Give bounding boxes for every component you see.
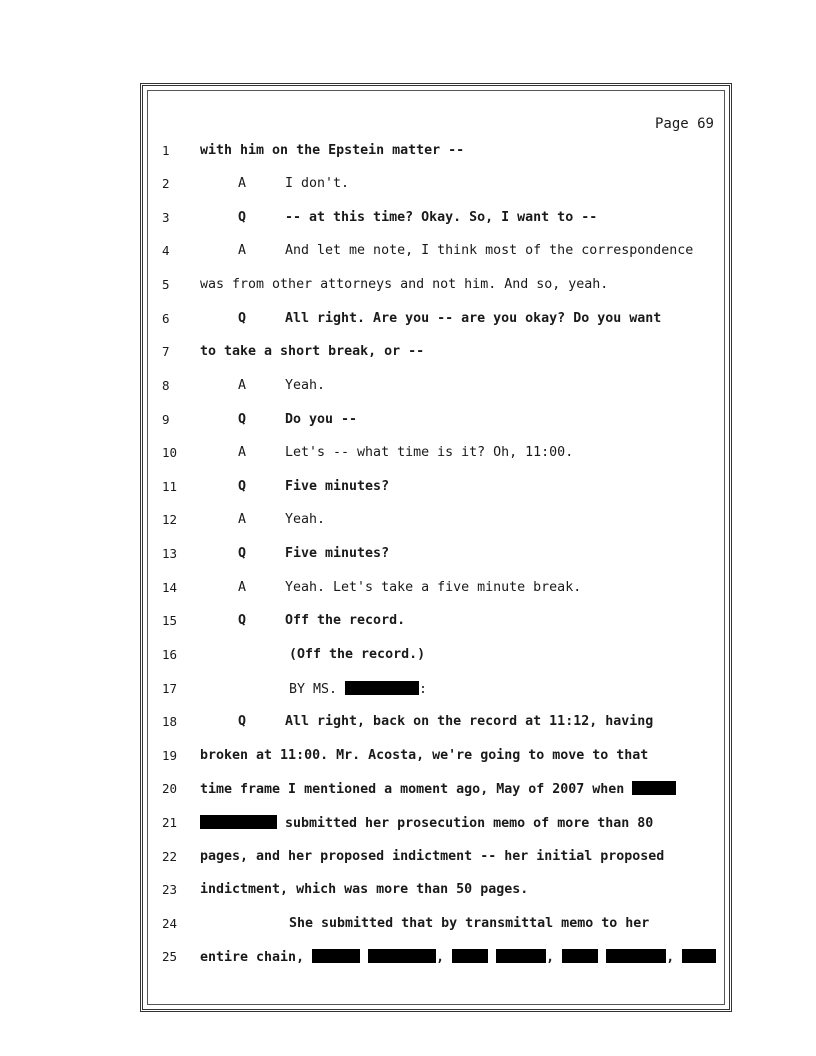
line-number: 25 [162, 949, 178, 964]
speaker-label: A [238, 378, 247, 393]
line-text: indictment, which was more than 50 pages. [200, 882, 529, 897]
line-text [200, 815, 653, 831]
line-number: 24 [162, 916, 178, 931]
line-number: 10 [162, 445, 178, 460]
line-number: 11 [162, 479, 178, 494]
redaction-block [312, 949, 360, 963]
redaction-block [368, 949, 436, 963]
transcript-line [148, 580, 724, 600]
line-number: 19 [162, 748, 178, 763]
transcript-line [148, 815, 724, 835]
line-number: 16 [162, 647, 178, 662]
speaker-label: A [238, 176, 247, 191]
line-number: 18 [162, 714, 178, 729]
transcript-line [148, 681, 724, 701]
line-text [289, 681, 427, 697]
line-text [200, 949, 716, 965]
line-text: -- at this time? Okay. So, I want to -- [285, 210, 598, 225]
line-number: 12 [162, 512, 178, 527]
line-number: 14 [162, 580, 178, 595]
line-text: She submitted that by transmittal memo to her [289, 916, 650, 931]
transcript-line [148, 882, 724, 902]
line-text: broken at 11:00. Mr. Acosta, we're going to move to that [200, 748, 649, 763]
redaction-separator: , [666, 950, 675, 965]
line-text: Yeah. [285, 378, 326, 393]
transcript-line [148, 277, 724, 297]
line-text: Let's -- what time is it? Oh, 11:00. [285, 445, 574, 460]
line-text: to take a short break, or -- [200, 344, 425, 359]
transcript-line [148, 344, 724, 364]
line-text: was from other attorneys and not him. And so, yeah. [200, 277, 609, 292]
line-number: 7 [162, 344, 170, 359]
line-text: Five minutes? [285, 546, 390, 561]
line-text-prefix: time frame I mentioned a moment ago, May of 2007 when [200, 782, 633, 797]
line-text: (Off the record.) [289, 647, 426, 662]
page-border [140, 83, 732, 1012]
redaction-block [496, 949, 546, 963]
line-text: pages, and her proposed indictment -- her initial proposed [200, 849, 665, 864]
transcript-line [148, 714, 724, 734]
line-text: All right, back on the record at 11:12, having [285, 714, 654, 729]
line-text-suffix: submitted her prosecution memo of more than 80 [277, 816, 654, 831]
speaker-label: Q [238, 412, 247, 427]
transcript-line [148, 445, 724, 465]
page-border-inner [147, 90, 725, 1005]
line-number: 4 [162, 243, 170, 258]
line-number: 20 [162, 781, 178, 796]
redaction-block [682, 949, 716, 963]
speaker-label: Q [238, 479, 247, 494]
transcript-line [148, 143, 724, 163]
line-text-prefix: BY MS. [289, 682, 346, 697]
redaction-block [452, 949, 488, 963]
redaction-block [345, 681, 419, 695]
transcript-line [148, 546, 724, 566]
transcript-line [148, 479, 724, 499]
line-number: 6 [162, 311, 170, 326]
line-number: 5 [162, 277, 170, 292]
transcript-line [148, 378, 724, 398]
line-text-prefix: entire chain, [200, 950, 313, 965]
line-number: 9 [162, 412, 170, 427]
speaker-label: Q [238, 714, 247, 729]
transcript-line [148, 748, 724, 768]
line-text: And let me note, I think most of the correspondence [285, 243, 694, 258]
redaction-block [562, 949, 598, 963]
line-number: 13 [162, 546, 178, 561]
line-text-suffix: : [419, 682, 428, 697]
line-text: Yeah. [285, 512, 326, 527]
line-number: 1 [162, 143, 170, 158]
line-text: with him on the Epstein matter -- [200, 143, 465, 158]
speaker-label: A [238, 580, 247, 595]
speaker-label: A [238, 512, 247, 527]
transcript-line [148, 512, 724, 532]
speaker-label: Q [238, 613, 247, 628]
transcript-line [148, 949, 724, 969]
speaker-label: A [238, 243, 247, 258]
speaker-label: Q [238, 311, 247, 326]
transcript-line [148, 412, 724, 432]
redaction-block [606, 949, 666, 963]
page-number: Page 69 [654, 116, 714, 132]
line-text: Five minutes? [285, 479, 390, 494]
redaction-block [200, 815, 277, 829]
line-number: 22 [162, 849, 178, 864]
transcript-line [148, 176, 724, 196]
line-number: 17 [162, 681, 178, 696]
line-text: All right. Are you -- are you okay? Do you want [285, 311, 662, 326]
line-number: 23 [162, 882, 178, 897]
transcript-line [148, 647, 724, 667]
line-number: 21 [162, 815, 178, 830]
speaker-label: Q [238, 210, 247, 225]
transcript-line [148, 311, 724, 331]
line-text: Yeah. Let's take a five minute break. [285, 580, 582, 595]
transcript-line [148, 613, 724, 633]
line-number: 8 [162, 378, 170, 393]
redaction-block [632, 781, 676, 795]
transcript-line [148, 781, 724, 801]
line-number: 2 [162, 176, 170, 191]
speaker-label: Q [238, 546, 247, 561]
redaction-separator: , [546, 950, 555, 965]
redaction-separator: , [436, 950, 445, 965]
line-number: 15 [162, 613, 178, 628]
line-number: 3 [162, 210, 170, 225]
line-text: Do you -- [285, 412, 358, 427]
transcript-line [148, 916, 724, 936]
line-text: I don't. [285, 176, 350, 191]
transcript-line [148, 243, 724, 263]
transcript-line [148, 849, 724, 869]
line-text [200, 781, 676, 797]
speaker-label: A [238, 445, 247, 460]
line-text: Off the record. [285, 613, 406, 628]
transcript-line [148, 210, 724, 230]
